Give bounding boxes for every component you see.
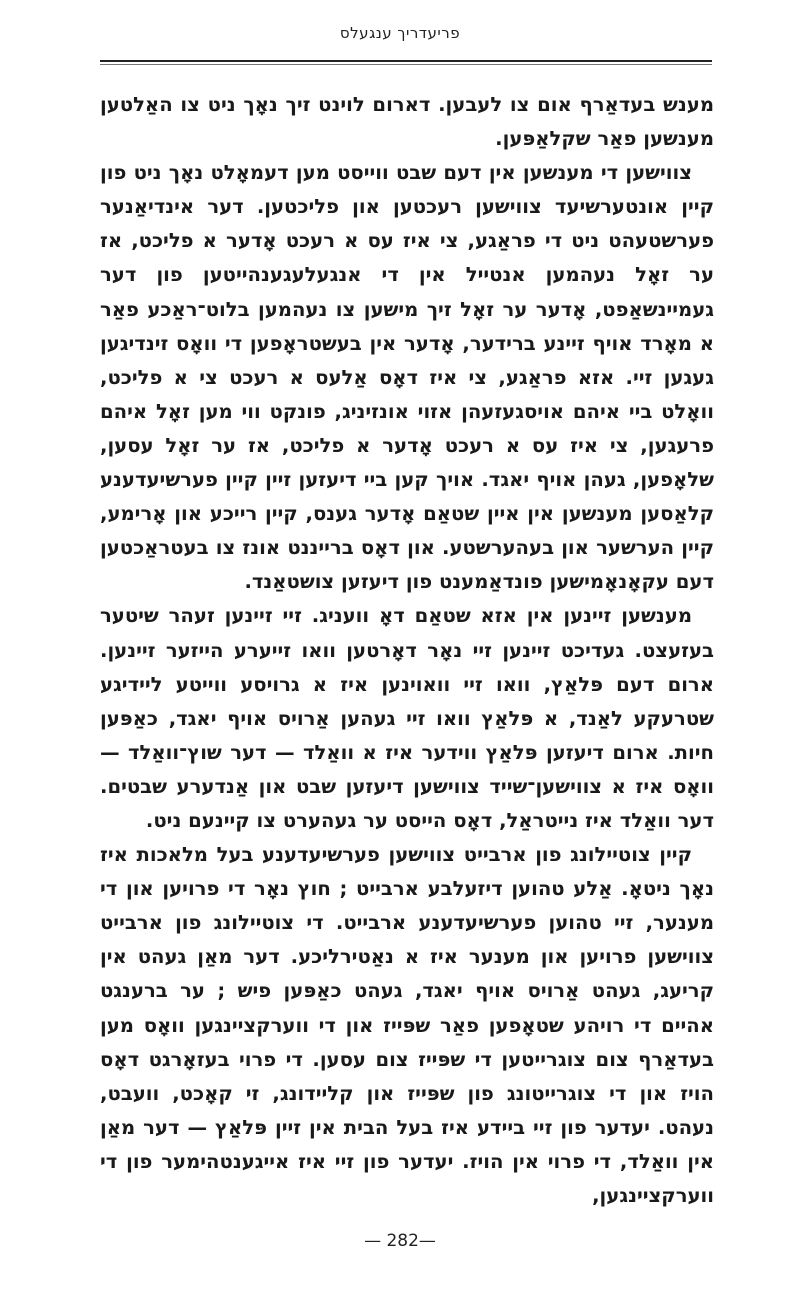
- header-rule-thin: [100, 64, 712, 65]
- paragraph-1: מענש בעדאַרף אום צו לעבען. דארום לוינט זיך נאָך ניט צו האַלטען מענשען פאַר שקלאַפּען.: [100, 93, 714, 151]
- running-head: פריעדריך ענגעלס: [339, 24, 461, 42]
- paragraph-4: קיין צוטיילונג פון ארבייט צווישען פערשיעדענע בעל מלאכות איז נאָך ניטאָ. אַלע טהוען דיזעלבע ארבייט ; חוץ נאָר די פרויען און די מענער, זיי טהוען פערשיעדענע ארבייט. די צוטיילונג פון ארבייט צווישען פרויען און מענער איז א נאַטירליכע. דער מאַן געהט אין קריעג, געהט אַרויס אויף יאגד, געהט כאַפּען פיש ; ער ברענגט אהיים די רויהע שטאָפען פאַר שפּייז און די ווערקציינגען וואָס מען בעדאַרף צום צוגרייטען די שפּייז צום עסען. די פרוי בעזאָרגט דאָס הויז און די צוגרייטונג פון שפּייז און קליידונג, זי קאָכט, וועבט, נעהט. יעדער פון זיי ביידע איז בעל הבית אין זיין פּלאַץ — דער מאַן אין וואַלד, די פרוי אין הויז. יעדער פון זיי איז אייגענטהימער פון די ווערקציינגען,: [100, 843, 714, 1207]
- header-rule: [100, 60, 712, 62]
- paragraph-3: מענשען זיינען אין אזא שטאַם דאָ וועניג. זיי זיינען זעהר שיטער בעזעצט. געדיכט זיינען זיי נאָר דאָרטען וואו זייערע הייזער זיינען. ארום דעם פּלאַץ, וואו זיי וואוינען איז א גרויסע ווייטע ליידיגע שטרעקע לאַנד, א פּלאַץ וואו זיי געהען אַרויס אויף יאגד, כאַפּען חיות. ארום דיעזען פּלאַץ ווידער איז א וואַלד — דער שוץ־וואַלד — וואָס איז א צווישען־שייד צווישען דיעזען שבט און אַנדערע שבטים. דער וואַלד איז נייטראַל, דאָס הייסט ער געהערט צו קיינעם ניט.: [100, 604, 714, 832]
- paragraph-2: צווישען די מענשען אין דעם שבט ווייסט מען דעמאָלט נאָך ניט פון קיין אונטערשיעד צווישען רעכטען און פליכטען. דער אינדיאַנער פערשטעהט ניט די פראַגע, צי איז עס א רעכט אָדער א פליכט, אז ער זאָל נעהמען אנטייל אין די אנגעלעגענהייטען פון דער געמיינשאַפט, אָדער ער זאָל זיך מישען צו נעהמען בלוט־ראַכע פאַר א מאָרד אויף זיינע ברידער, אָדער אין בעשטראָפען די וואָס זינדיגען געגען זיי. אזא פראַגע, צי איז דאָס אַלעס א רעכט צי א פליכט, וואָלט ביי איהם אויסגעזעהן אזוי אונזיניג, פונקט ווי מען זאָל איהם פרעגען, צי איז עס א רעכט אָדער א פליכט, אז ער זאָל עסען, שלאָפען, געהן אויף יאגד. אויך קען ביי דיעזען זיין קיין פערשיעדענע קלאַסען מענשען אין איין שטאַם אָדער גענס, קיין רייכע און אָרימע, קיין הערשער און בעהערשטע. און דאָס ברייננט אונז צו בעטראַכטען דעם עקאָנאָמישען פונדאַמענט פון דיעזען צושטאַנד.: [100, 161, 714, 594]
- body-text: [100, 88, 714, 1213]
- page-number: — 282—: [364, 1231, 436, 1251]
